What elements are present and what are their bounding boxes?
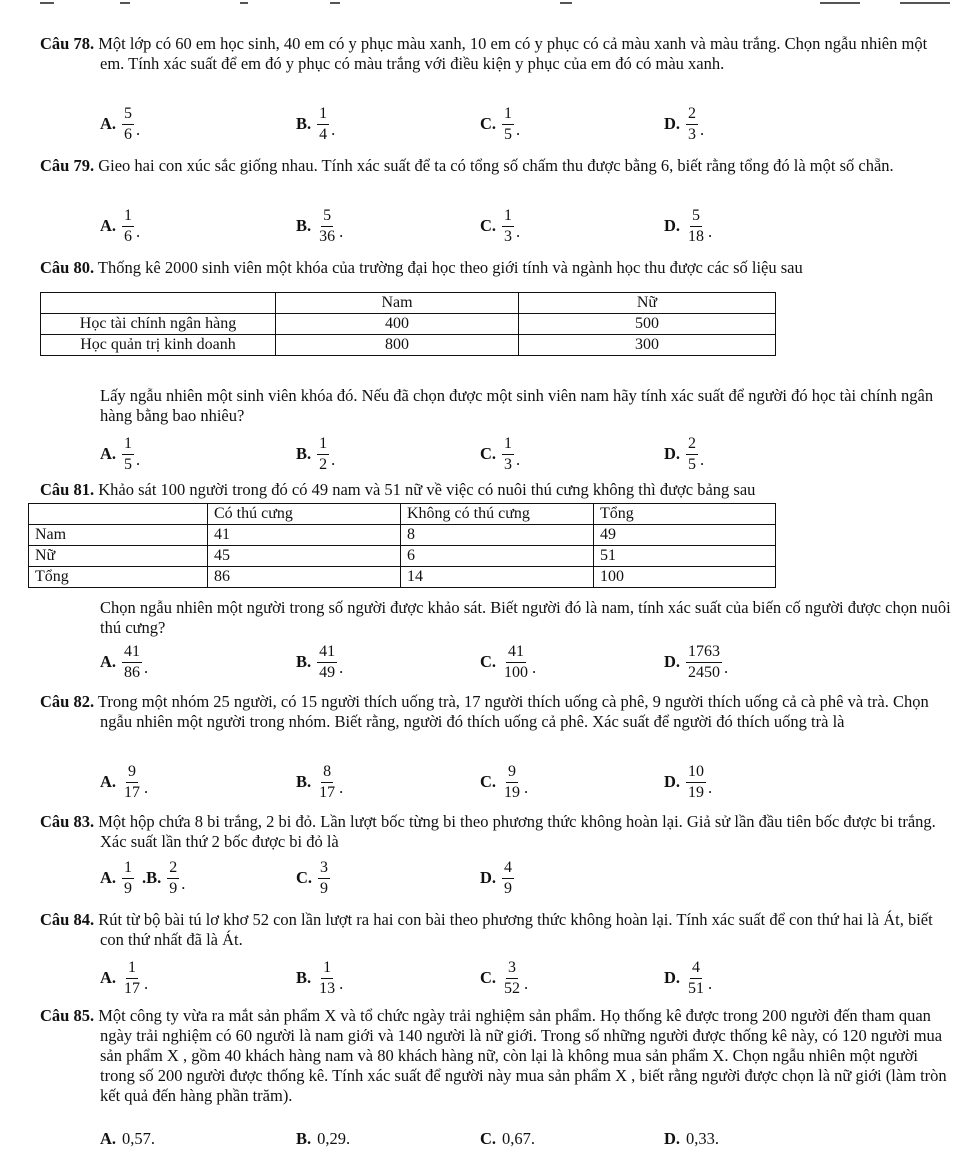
question-label: Câu 81.: [40, 480, 95, 499]
option-d[interactable]: D. $\frac{5}{18}$ .: [664, 206, 713, 245]
option-a[interactable]: A. $\frac{41}{86}$ .: [100, 642, 149, 681]
question-text-2: Lấy ngẫu nhiên một sinh viên khóa đó. Nếu đã chọn được một sinh viên nam hãy tính xác suất để người đó học tài chính ngân hàng bằng bao nhiêu?: [100, 386, 934, 425]
question-text: Rút từ bộ bài tú lơ khơ 52 con lần lượt ra hai con bài theo phương thức không hoàn lại. Tính xác suất để con thứ hai là Át, biết con thứ nhất đã là Át.: [98, 910, 933, 949]
option-d[interactable]: D. $\frac{4}{9}$: [480, 858, 513, 897]
option-b[interactable]: B. $\frac{41}{49}$ .: [296, 642, 344, 681]
option-a[interactable]: A. $\frac{9}{17}$ .: [100, 762, 149, 801]
option-c[interactable]: C. $\frac{9}{19}$ .: [480, 762, 529, 801]
question-text: Trong một nhóm 25 người, có 15 người thích uống trà, 17 người thích uống cà phê, 9 người thích uống cả cà phê và trà. Chọn ngẫu nhiên một người trong nhóm. Biết rằng, người đó thích uống cả phê. Xác suất để người đó thích uống trà là: [97, 692, 929, 731]
options-78: [100, 102, 950, 146]
option-a[interactable]: A. $\frac{1}{6}$ .: [100, 206, 141, 245]
question-text-2: Chọn ngẫu nhiên một người trong số người được khảo sát. Biết người đó là nam, tính xác suất của biến cố người được chọn nuôi thú cưng?: [100, 598, 951, 637]
options-80: [100, 432, 950, 476]
options-83: [100, 856, 950, 900]
option-c[interactable]: C. $\frac{1}{3}$ .: [480, 434, 521, 473]
option-d[interactable]: D. $\frac{1763}{2450}$ .: [664, 642, 729, 681]
question-78: [40, 34, 952, 74]
question-text: Một hộp chứa 8 bi trắng, 2 bi đỏ. Lần lượt bốc từng bi theo phương thức không hoàn lại. Giả sử lần đầu tiên bốc được bi trắng. Xác suất lần thứ 2 bốc được bi đỏ là: [98, 812, 936, 851]
question-text: Một công ty vừa ra mắt sản phẩm X và tổ chức ngày trải nghiệm sản phẩm. Họ thống kê được trong 200 người đến tham quan ngày trải nghiệm có 60 người là nam giới và 140 người là nữ giới. Trong số những người được thống kê này, có 120 người mua sản phẩm X , gồm 40 khách hàng nam và 80 khách hàng nữ, còn lại là không mua sản phẩm X. Chọn ngẫu nhiên một người trong số 200 người được thống kê. Tính xác suất để người này mua sản phẩm X , biết rằng người được chọn là nữ giới (làm tròn kết quả đến hàng phần trăm).: [98, 1006, 947, 1105]
option-d[interactable]: D. 0,33.: [664, 1129, 720, 1148]
option-c[interactable]: C. $\frac{3}{9}$: [296, 858, 329, 897]
question-label: Câu 82.: [40, 692, 95, 711]
table-header-row: Nam Nữ: [41, 293, 776, 314]
question-84: [40, 910, 952, 950]
question-82: [40, 692, 952, 732]
table-row: Học quản trị kinh doanh 800 300: [41, 335, 776, 356]
option-b[interactable]: B. 0,29.: [296, 1129, 351, 1148]
question-text: Thống kê 2000 sinh viên một khóa của trường đại học theo giới tính và ngành học thu được các số liệu sau: [97, 258, 803, 277]
option-a[interactable]: A. 0,57.: [100, 1129, 156, 1148]
question-text: Một lớp có 60 em học sinh, 40 em có y phục màu xanh, 10 em có y phục có cả màu xanh và màu trắng. Chọn ngẫu nhiên một em. Tính xác suất để em đó y phục có màu trắng với điều kiện y phục của em đó có màu xanh.: [98, 34, 928, 73]
question-text: Khảo sát 100 người trong đó có 49 nam và 51 nữ về việc có nuôi thú cưng không thì được bảng sau: [98, 480, 756, 499]
option-a[interactable]: A. $\frac{5}{6}$ .: [100, 104, 141, 143]
option-b[interactable]: B. $\frac{1}{4}$ .: [296, 104, 336, 143]
option-b[interactable]: B. $\frac{1}{13}$ .: [296, 958, 344, 997]
question-81: [40, 480, 952, 500]
option-c[interactable]: C. $\frac{41}{100}$ .: [480, 642, 537, 681]
question-text: Gieo hai con xúc sắc giống nhau. Tính xác suất để ta có tổng số chấm thu được bằng 6, biết rằng tổng đó là một số chẵn.: [98, 156, 894, 175]
options-79: [100, 204, 950, 248]
question-85: [40, 1006, 952, 1106]
option-a[interactable]: A. $\frac{1}{9}$: [100, 858, 133, 897]
question-80-prompt: [100, 386, 952, 426]
data-table-81: [28, 503, 776, 588]
question-81-prompt: [100, 598, 952, 638]
options-84: [100, 956, 950, 1000]
option-d[interactable]: D. $\frac{2}{3}$ .: [664, 104, 705, 143]
table-row: Nam 41 8 49: [29, 525, 776, 546]
option-c[interactable]: C. 0,67.: [480, 1129, 536, 1148]
option-b[interactable]: B. $\frac{8}{17}$ .: [296, 762, 344, 801]
table-header-row: Có thú cưng Không có thú cưng Tổng: [29, 504, 776, 525]
table-row: Học tài chính ngân hàng 400 500: [41, 314, 776, 335]
options-82: [100, 760, 950, 804]
option-b[interactable]: .B. $\frac{2}{9}$ .: [142, 858, 186, 897]
question-label: Câu 80.: [40, 258, 95, 277]
option-b[interactable]: B. $\frac{1}{2}$ .: [296, 434, 336, 473]
option-d[interactable]: D. $\frac{10}{19}$ .: [664, 762, 713, 801]
table-row: Tổng 86 14 100: [29, 567, 776, 588]
question-79: [40, 156, 952, 176]
question-label: Câu 78.: [40, 34, 95, 53]
option-c[interactable]: C. $\frac{1}{3}$ .: [480, 206, 521, 245]
option-b[interactable]: B. $\frac{5}{36}$ .: [296, 206, 344, 245]
question-label: Câu 83.: [40, 812, 95, 831]
option-d[interactable]: D. $\frac{2}{5}$ .: [664, 434, 705, 473]
option-a[interactable]: A. $\frac{1}{17}$ .: [100, 958, 149, 997]
options-85: [100, 1127, 950, 1151]
options-81: [100, 640, 950, 684]
cropped-top-edge: [0, 0, 970, 8]
option-a[interactable]: A. $\frac{1}{5}$ .: [100, 434, 141, 473]
option-d[interactable]: D. $\frac{4}{51}$ .: [664, 958, 713, 997]
question-label: Câu 79.: [40, 156, 95, 175]
option-c[interactable]: C. $\frac{1}{5}$ .: [480, 104, 521, 143]
question-80: [40, 258, 952, 278]
option-c[interactable]: C. $\frac{3}{52}$ .: [480, 958, 529, 997]
question-label: Câu 85.: [40, 1006, 95, 1025]
table-row: Nữ 45 6 51: [29, 546, 776, 567]
data-table-80: [40, 292, 776, 356]
question-83: [40, 812, 952, 852]
question-label: Câu 84.: [40, 910, 95, 929]
